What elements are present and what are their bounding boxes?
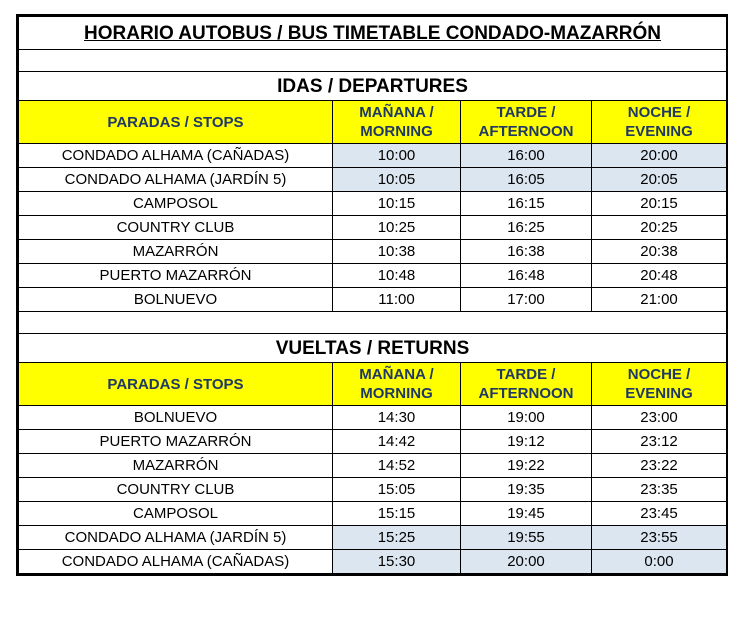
morning-time-cell: 10:05 [333, 168, 461, 192]
stop-name-cell: CONDADO ALHAMA (JARDÍN 5) [19, 526, 333, 550]
stop-name-cell: MAZARRÓN [19, 454, 333, 478]
departures-row [19, 288, 727, 312]
evening-time-cell: 21:00 [592, 288, 727, 312]
stop-name-cell: CONDADO ALHAMA (CAÑADAS) [19, 550, 333, 574]
afternoon-time-cell: 16:48 [461, 264, 592, 288]
afternoon-time-cell: 20:00 [461, 550, 592, 574]
stop-name-cell: PUERTO MAZARRÓN [19, 430, 333, 454]
evening-time-cell: 0:00 [592, 550, 727, 574]
evening-time-cell: 20:00 [592, 144, 727, 168]
returns-row [19, 526, 727, 550]
header-row-departures [19, 101, 727, 144]
returns-row [19, 406, 727, 430]
afternoon-time-cell: 19:22 [461, 454, 592, 478]
departures-row [19, 168, 727, 192]
morning-time-cell: 14:30 [333, 406, 461, 430]
afternoon-time-cell: 19:12 [461, 430, 592, 454]
morning-time-cell: 15:30 [333, 550, 461, 574]
section-title-returns: VUELTAS / RETURNS [19, 334, 727, 363]
evening-time-cell: 23:55 [592, 526, 727, 550]
afternoon-time-cell: 17:00 [461, 288, 592, 312]
header-row-returns [19, 363, 727, 406]
header-morning-line2: MORNING [360, 123, 433, 140]
morning-time-cell: 15:25 [333, 526, 461, 550]
departures-row [19, 216, 727, 240]
header-morning-line1: MAÑANA / [359, 366, 434, 383]
evening-time-cell: 23:12 [592, 430, 727, 454]
afternoon-time-cell: 16:15 [461, 192, 592, 216]
morning-time-cell: 11:00 [333, 288, 461, 312]
spacer-row [19, 312, 727, 334]
morning-time-cell: 14:52 [333, 454, 461, 478]
evening-time-cell: 20:48 [592, 264, 727, 288]
header-morning-line2: MORNING [360, 385, 433, 402]
departures-row [19, 264, 727, 288]
afternoon-time-cell: 16:25 [461, 216, 592, 240]
evening-time-cell: 23:00 [592, 406, 727, 430]
departures-row [19, 144, 727, 168]
afternoon-time-cell: 16:00 [461, 144, 592, 168]
stop-name-cell: CAMPOSOL [19, 502, 333, 526]
returns-row [19, 502, 727, 526]
stop-name-cell: BOLNUEVO [19, 406, 333, 430]
stop-name-cell: COUNTRY CLUB [19, 478, 333, 502]
morning-time-cell: 15:05 [333, 478, 461, 502]
header-afternoon [461, 101, 592, 144]
header-stops: PARADAS / STOPS [19, 101, 333, 144]
header-evening-line2: EVENING [625, 385, 693, 402]
header-evening [592, 363, 727, 406]
afternoon-time-cell: 16:38 [461, 240, 592, 264]
spacer-row [19, 50, 727, 72]
header-morning [333, 101, 461, 144]
evening-time-cell: 20:05 [592, 168, 727, 192]
morning-time-cell: 10:48 [333, 264, 461, 288]
page-title: HORARIO AUTOBUS / BUS TIMETABLE CONDADO-MAZARRÓN [19, 17, 727, 50]
header-morning [333, 363, 461, 406]
afternoon-time-cell: 19:00 [461, 406, 592, 430]
morning-time-cell: 10:00 [333, 144, 461, 168]
evening-time-cell: 23:22 [592, 454, 727, 478]
header-afternoon-line2: AFTERNOON [478, 123, 574, 140]
stop-name-cell: CONDADO ALHAMA (CAÑADAS) [19, 144, 333, 168]
departures-row [19, 240, 727, 264]
evening-time-cell: 23:35 [592, 478, 727, 502]
returns-row [19, 454, 727, 478]
morning-time-cell: 10:15 [333, 192, 461, 216]
morning-time-cell: 10:25 [333, 216, 461, 240]
afternoon-time-cell: 16:05 [461, 168, 592, 192]
evening-time-cell: 20:38 [592, 240, 727, 264]
returns-row [19, 550, 727, 574]
evening-time-cell: 23:45 [592, 502, 727, 526]
timetable [18, 16, 727, 574]
afternoon-time-cell: 19:35 [461, 478, 592, 502]
header-afternoon [461, 363, 592, 406]
header-evening-line2: EVENING [625, 123, 693, 140]
morning-time-cell: 10:38 [333, 240, 461, 264]
returns-row [19, 430, 727, 454]
morning-time-cell: 15:15 [333, 502, 461, 526]
morning-time-cell: 14:42 [333, 430, 461, 454]
header-afternoon-line1: TARDE / [496, 104, 556, 121]
header-evening [592, 101, 727, 144]
section-title-departures: IDAS / DEPARTURES [19, 72, 727, 101]
evening-time-cell: 20:25 [592, 216, 727, 240]
header-afternoon-line1: TARDE / [496, 366, 556, 383]
stop-name-cell: PUERTO MAZARRÓN [19, 264, 333, 288]
stop-name-cell: COUNTRY CLUB [19, 216, 333, 240]
departures-row [19, 192, 727, 216]
stop-name-cell: CAMPOSOL [19, 192, 333, 216]
header-afternoon-line2: AFTERNOON [478, 385, 574, 402]
stop-name-cell: BOLNUEVO [19, 288, 333, 312]
header-morning-line1: MAÑANA / [359, 104, 434, 121]
header-stops: PARADAS / STOPS [19, 363, 333, 406]
header-evening-line1: NOCHE / [627, 104, 691, 121]
returns-row [19, 478, 727, 502]
header-evening-line1: NOCHE / [627, 366, 691, 383]
afternoon-time-cell: 19:55 [461, 526, 592, 550]
stop-name-cell: CONDADO ALHAMA (JARDÍN 5) [19, 168, 333, 192]
timetable-sheet [16, 14, 728, 576]
stop-name-cell: MAZARRÓN [19, 240, 333, 264]
afternoon-time-cell: 19:45 [461, 502, 592, 526]
evening-time-cell: 20:15 [592, 192, 727, 216]
